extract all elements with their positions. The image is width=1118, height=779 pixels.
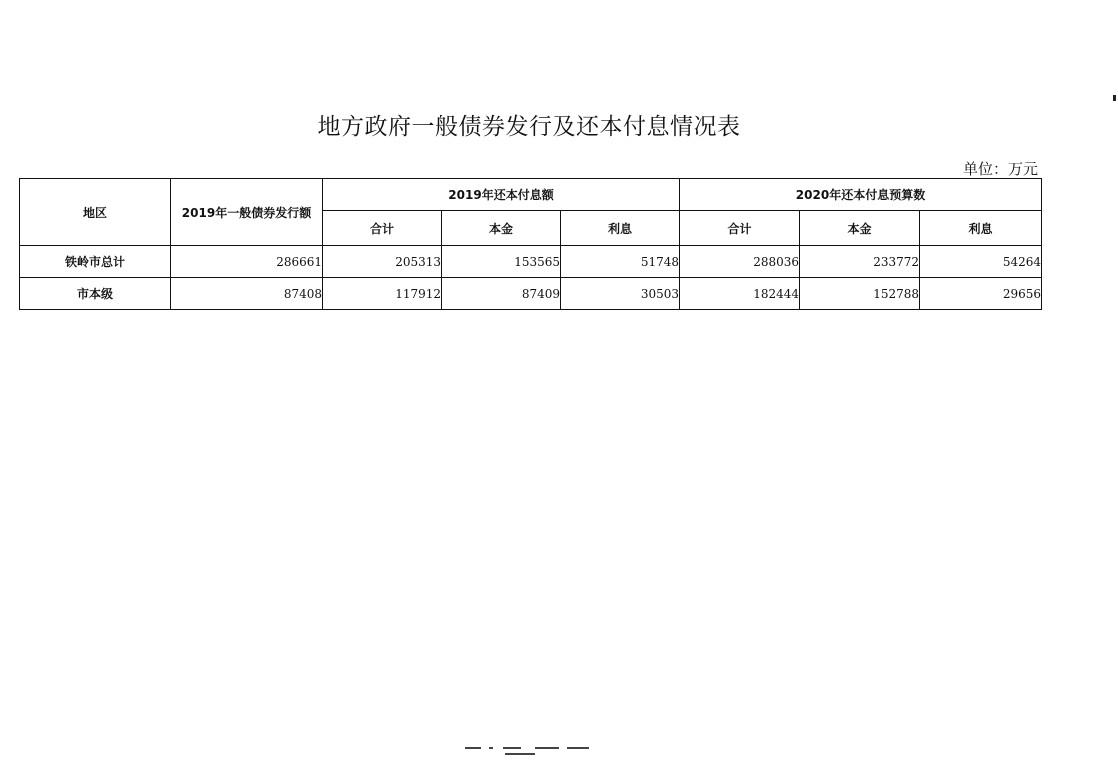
header-issuance: 2019年一般债券发行额	[171, 179, 323, 246]
cell-2019-principal: 153565	[442, 246, 561, 278]
scan-edge-mark	[1113, 95, 1116, 101]
cell-2020-total: 288036	[680, 246, 800, 278]
cell-issuance: 87408	[171, 278, 323, 310]
page-title: 地方政府一般债券发行及还本付息情况表	[317, 114, 741, 140]
cell-2020-interest: 54264	[920, 246, 1042, 278]
cell-2020-total: 182444	[680, 278, 800, 310]
cell-2019-interest: 30503	[561, 278, 680, 310]
cell-2020-principal: 233772	[800, 246, 920, 278]
cell-region: 市本级	[20, 278, 171, 310]
header-region: 地区	[20, 179, 171, 246]
cell-2019-interest: 51748	[561, 246, 680, 278]
cell-2019-total: 205313	[323, 246, 442, 278]
cell-issuance: 286661	[171, 246, 323, 278]
header-2020-principal: 本金	[800, 211, 920, 246]
table-row	[20, 278, 1042, 310]
cell-2020-principal: 152788	[800, 278, 920, 310]
header-2019-principal: 本金	[442, 211, 561, 246]
header-row-top	[20, 179, 1042, 211]
cell-2020-interest: 29656	[920, 278, 1042, 310]
header-2020-interest: 利息	[920, 211, 1042, 246]
header-2019-total: 合计	[323, 211, 442, 246]
cell-2019-total: 117912	[323, 278, 442, 310]
scan-artifact-marks	[455, 745, 595, 755]
unit-label: 单位：万元	[962, 160, 1038, 178]
cell-region: 铁岭市总计	[20, 246, 171, 278]
debt-table	[19, 178, 1042, 310]
header-repay-2020: 2020年还本付息预算数	[680, 179, 1042, 211]
table-row	[20, 246, 1042, 278]
cell-2019-principal: 87409	[442, 278, 561, 310]
header-2020-total: 合计	[680, 211, 800, 246]
header-repay-2019: 2019年还本付息额	[323, 179, 680, 211]
header-2019-interest: 利息	[561, 211, 680, 246]
